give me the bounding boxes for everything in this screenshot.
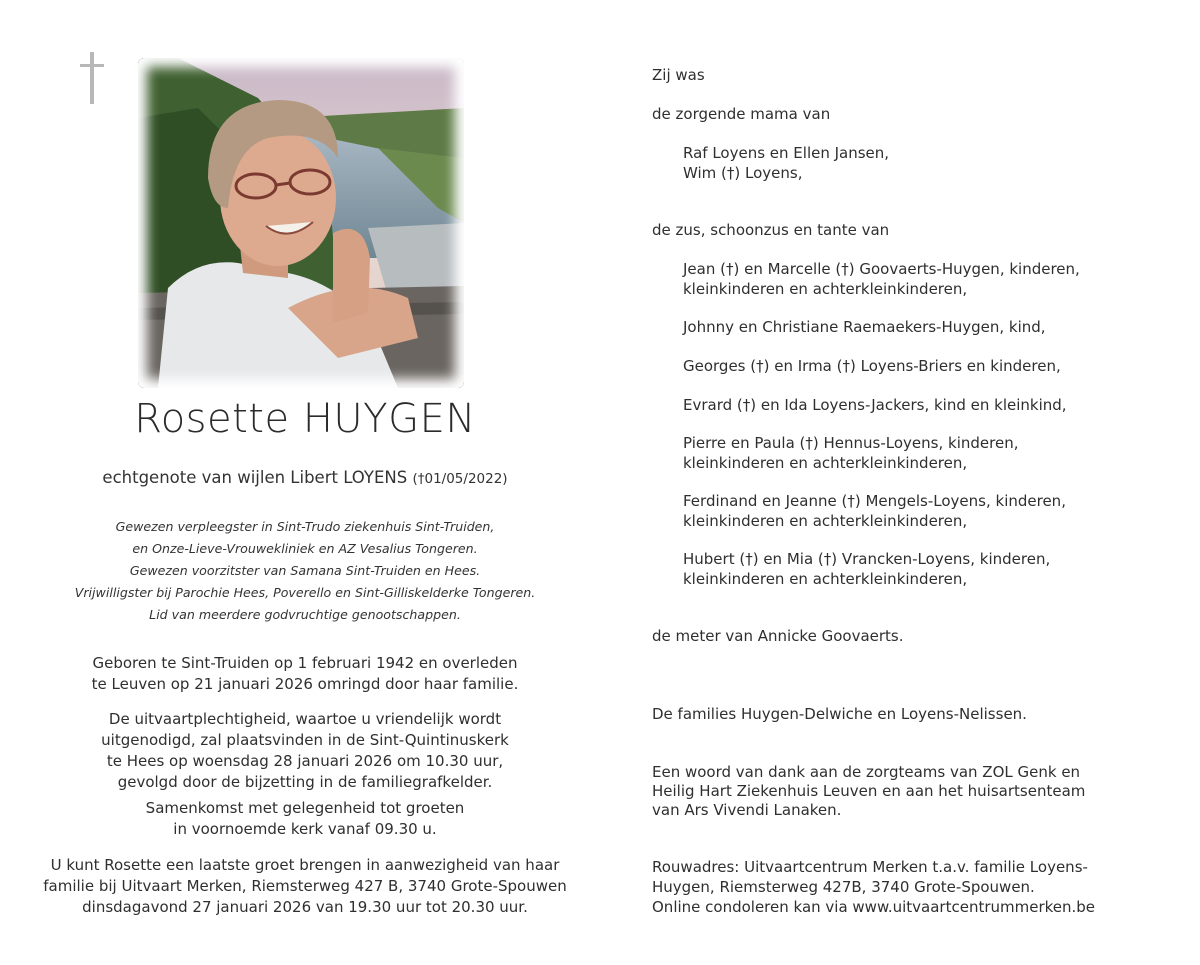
cross-icon	[80, 52, 104, 104]
sibling-line: kleinkinderen en achterkleinkinderen,	[683, 454, 968, 472]
text-line: in voornoemde kerk vanaf 09.30 u.	[173, 820, 437, 838]
text-line: gevolgd door de bijzetting in de familiegrafkelder.	[117, 773, 493, 791]
biography	[0, 516, 610, 626]
zij-was-heading: Zij was	[652, 66, 705, 84]
gathering-paragraph	[0, 798, 610, 840]
thanks-line: van Ars Vivendi Lanaken.	[652, 801, 842, 819]
bio-line: Gewezen voorzitster van Samana Sint-Truiden en Hees.	[129, 563, 481, 578]
spouse-death-date: (†01/05/2022)	[412, 471, 508, 487]
thanks-line: Een woord van dank aan de zorgteams van ZOL Genk en	[652, 763, 1081, 781]
text-line: te Hees op woensdag 28 januari 2026 om 10.30 uur,	[106, 752, 504, 770]
sibling-line: kleinkinderen en achterkleinkinderen,	[683, 280, 968, 298]
address-line: Rouwadres: Uitvaartcentrum Merken t.a.v. familie Loyens-	[652, 858, 1088, 876]
sibling-line: kleinkinderen en achterkleinkinderen,	[683, 570, 968, 588]
godmother-line: de meter van Annicke Goovaerts.	[652, 627, 904, 645]
text-line: dinsdagavond 27 januari 2026 van 19.30 uur tot 20.30 uur.	[82, 898, 528, 916]
text-line: De uitvaartplechtigheid, waartoe u vriendelijk wordt	[108, 710, 502, 728]
bio-line: en Onze-Lieve-Vrouwekliniek en AZ Vesalius Tongeren.	[132, 541, 478, 556]
bio-line: Gewezen verpleegster in Sint-Trudo ziekenhuis Sint-Truiden,	[115, 519, 495, 534]
text-line: Geboren te Sint-Truiden op 1 februari 1942 en overleden	[92, 654, 518, 672]
birth-death-paragraph	[0, 653, 610, 695]
sibling-line: Hubert (†) en Mia (†) Vrancken-Loyens, kinderen,	[683, 550, 1051, 568]
child-line: Raf Loyens en Ellen Jansen,	[683, 144, 890, 162]
sibling-line: Evrard (†) en Ida Loyens-Jackers, kind en kleinkind,	[683, 396, 1067, 414]
sibling-line: Jean (†) en Marcelle (†) Goovaerts-Huygen, kinderen,	[683, 260, 1080, 278]
families-line: De families Huygen-Delwiche en Loyens-Nelissen.	[652, 705, 1027, 723]
spouse-text: echtgenote van wijlen Libert LOYENS	[102, 468, 408, 487]
sibling-line: Georges (†) en Irma (†) Loyens-Briers en kinderen,	[683, 357, 1061, 375]
text-line: Samenkomst met gelegenheid tot groeten	[145, 799, 465, 817]
zus-intro: de zus, schoonzus en tante van	[652, 221, 890, 239]
bio-line: Lid van meerdere godvruchtige genootschappen.	[149, 607, 461, 622]
mama-intro: de zorgende mama van	[652, 105, 831, 123]
funeral-paragraph	[0, 709, 610, 793]
condolence-line: Online condoleren kan via www.uitvaartcentrummerken.be	[652, 898, 1096, 916]
bio-line: Vrijwilligster bij Parochie Hees, Poverello en Sint-Gilliskelderke Tongeren.	[74, 585, 536, 600]
deceased-name: Rosette HUYGEN	[134, 396, 476, 442]
sibling-line: Johnny en Christiane Raemaekers-Huygen, kind,	[683, 318, 1046, 336]
text-line: familie bij Uitvaart Merken, Riemsterweg 427 B, 3740 Grote-Spouwen	[43, 877, 567, 895]
thanks-line: Heilig Hart Ziekenhuis Leuven en aan het huisartsenteam	[652, 782, 1086, 800]
text-line: te Leuven op 21 januari 2026 omringd door haar familie.	[91, 675, 519, 693]
spouse-line	[0, 468, 610, 487]
sibling-line: Pierre en Paula (†) Hennus-Loyens, kinderen,	[683, 434, 1019, 452]
text-line: U kunt Rosette een laatste groet brengen in aanwezigheid van haar	[50, 856, 560, 874]
child-line: Wim (†) Loyens,	[683, 164, 803, 182]
sibling-line: kleinkinderen en achterkleinkinderen,	[683, 512, 968, 530]
text-line: uitgenodigd, zal plaatsvinden in de Sint-Quintinuskerk	[101, 731, 509, 749]
address-line: Huygen, Riemsterweg 427B, 3740 Grote-Spouwen.	[652, 878, 1035, 896]
portrait-photo	[138, 58, 464, 388]
sibling-line: Ferdinand en Jeanne (†) Mengels-Loyens, kinderen,	[683, 492, 1066, 510]
visitation-paragraph	[0, 855, 610, 918]
